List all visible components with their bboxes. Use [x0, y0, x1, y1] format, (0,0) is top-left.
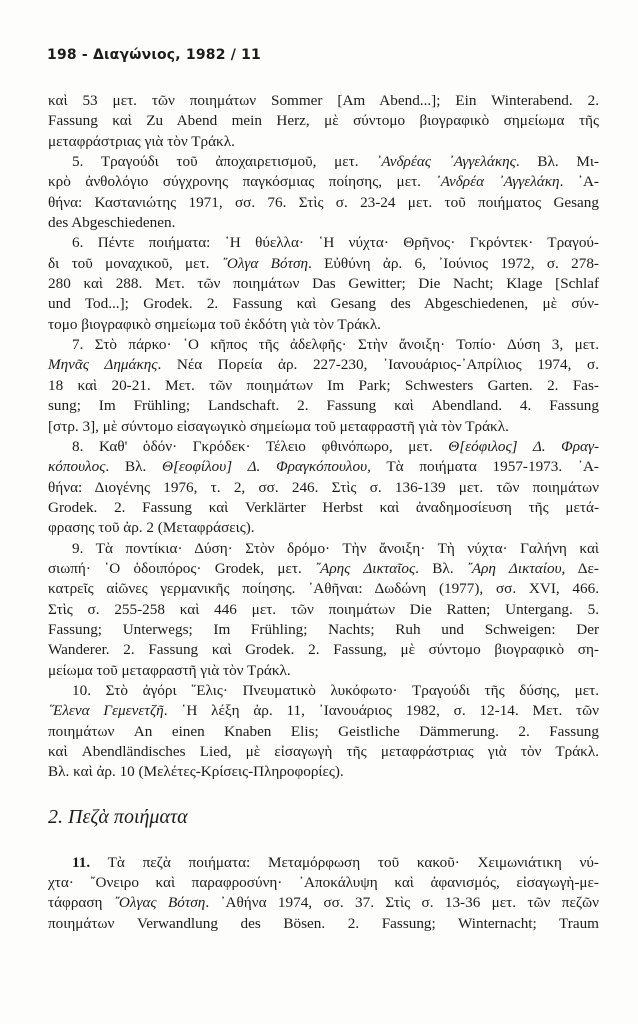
text-line: [48, 478, 599, 498]
italic-name: Θ[εόφιλος] Δ. Φραγ-: [448, 437, 600, 455]
text-line: [48, 233, 599, 253]
text-line: [48, 893, 599, 913]
text-run: καὶ 53 μετ. τῶν ποιημάτων Sommer [Am Abend...]; Ein Winterabend. 2.: [48, 92, 599, 109]
text-line: [48, 417, 599, 437]
text-line: [48, 355, 599, 375]
text-run: τομο βιογραφικὸ σημείωμα τοῦ ἐκδότη γιὰ τὸν Τράκλ.: [48, 315, 381, 333]
text-run: 7. Στὸ πάρκο· ῾Ο κῆπος τῆς ἀδελφῆς· Στὴν ἄνοιξη· Τοπίο· Δύση 3, μετ.: [72, 336, 599, 354]
text-run: μεταφράστριας γιὰ τὸν Τράκλ.: [48, 132, 235, 150]
page-body: [48, 91, 599, 934]
section-heading: 2. Πεζὰ ποιήματα: [48, 805, 188, 828]
bibliography-entry: [48, 437, 599, 539]
text-run: ποιημάτων An einen Knaben Elis; Geistliche Dämmerung. 2. Fassung: [48, 722, 599, 740]
text-run: Fassung; Unterwegs; Im Frühling; Nachts; Ruh und Schweigen: Der: [48, 620, 599, 638]
text-run: . ᾿Αθήνα 1974, σσ. 37. Στὶς σ. 13-36 μετ. τῶν πεζῶν: [205, 894, 599, 912]
text-run: χτα· ῎Ονειρο καὶ παραφροσύνη· ᾿Αποκάλυψη καὶ ἀφανισμός, εἰσαγωγὴ-με-: [48, 874, 599, 892]
text-line: [48, 742, 599, 762]
text-run: . Βλ.: [105, 458, 162, 476]
text-run: Fassung καὶ Zu Abend mein Herz, μὲ σύντομο βιογραφικὸ σημείωμα τῆς: [48, 112, 599, 130]
text-run: Τὰ πεζὰ ποιήματα: Μεταμόρφωση τοῦ κακοῦ· Χειμωνιάτικη νύ-: [90, 853, 599, 871]
text-line: [48, 762, 599, 782]
italic-name: ῞Ελενα Γεμενετζῆ: [48, 702, 164, 720]
text-line: [48, 853, 599, 873]
bibliography-entry: [48, 233, 599, 335]
text-line: [48, 193, 599, 213]
text-run: φρασης τοῦ ἀρ. 2 (Μεταφράσεις).: [48, 519, 255, 537]
text-run: δι τοῦ μοναχικοῦ, μετ.: [48, 254, 222, 272]
text-run: θήνα: Διογένης 1976, τ. 2, σσ. 246. Στὶς σ. 136-139 μετ. τῶν ποιημάτων: [48, 478, 599, 496]
text-run: 6. Πέντε ποιήματα: ῾Η θύελλα· ῾Η νύχτα· Θρῆνος· Γκρόντεκ· Τραγού-: [72, 234, 599, 252]
entry-number: 11.: [72, 853, 91, 871]
text-line: [48, 294, 599, 314]
text-run: Δε-: [565, 559, 599, 577]
text-run: 280 καὶ 288. Μετ. τῶν ποιημάτων Das Gewitter; Die Nacht; Klage [Schlaf: [48, 275, 599, 293]
italic-name: ῎Αρη Δικταίου,: [466, 559, 566, 577]
text-run: . Βλ.: [415, 559, 467, 577]
text-line: [48, 600, 599, 620]
bibliography-entry: [48, 335, 599, 437]
text-line: [48, 152, 599, 172]
italic-name: ᾿Ανδρέας ᾿Αγγελάκης: [376, 153, 516, 171]
text-line: [48, 518, 599, 538]
text-run: 18 καὶ 20-21. Μετ. τῶν ποιημάτων Im Park; Schwesters Garten. 2. Fas-: [48, 376, 599, 394]
text-run: Wanderer. 2. Fassung καὶ Grodek. 2. Fassung, μὲ σύντομο βιογραφικὸ ση-: [48, 641, 599, 659]
text-run: 9. Τὰ ποντίκια· Δύση· Στὸν δρόμο· Τὴν ἄνοιξη· Τὴ νύχτα· Γαλήνη καὶ: [72, 539, 599, 557]
text-line: [48, 172, 599, 192]
section-verse-translations: [48, 91, 599, 783]
text-run: κρὸ ἀνθολόγιο σύγχρονης παγκόσμιας ποίησης, μετ.: [48, 173, 436, 191]
text-run: σιωπή· ῾Ο ὁδοιπόρος· Grodek, μετ.: [48, 559, 316, 577]
text-line: [48, 335, 599, 355]
text-run: μείωμα τοῦ μεταφραστῆ γιὰ τὸν Τράκλ.: [48, 661, 291, 679]
text-line: [48, 254, 599, 274]
text-line: [48, 620, 599, 640]
text-line: [48, 376, 599, 396]
italic-name: ῎Ολγα Βότση: [221, 254, 309, 272]
text-run: Grodek. 2. Fassung καὶ Verklärter Herbst καὶ ἀναδημοσίευση τῆς μετά-: [48, 498, 599, 516]
italic-name: ῎Αρης Δικταῖος: [315, 559, 416, 577]
text-line: [48, 681, 599, 701]
text-run: . ᾿Α-: [559, 173, 599, 191]
text-line: [48, 315, 599, 335]
bibliography-entry: [48, 539, 599, 681]
italic-name: ῎Ολγας Βότση: [113, 894, 206, 912]
text-run: des Abgeschiedenen.: [48, 214, 176, 232]
text-run: Βλ. καὶ ἀρ. 10 (Μελέτες-Κρίσεις-Πληροφορίες).: [48, 763, 344, 781]
text-line: [48, 914, 599, 934]
text-line: [48, 132, 599, 152]
text-line: [48, 274, 599, 294]
running-head: 198 - Διαγώνιος, 1982 / 11: [47, 47, 262, 63]
text-run: sung; Im Frühling; Landschaft. 2. Fassung καὶ Abendland. 4. Fassung: [48, 397, 599, 415]
text-line: [48, 539, 599, 559]
bibliography-entry: [48, 152, 599, 233]
text-run: ποιημάτων Verwandlung des Bösen. 2. Fassung; Winternacht; Traum: [48, 914, 599, 932]
bibliography-entry: [48, 681, 599, 783]
text-line: [48, 437, 599, 457]
text-run: κατρεῖς αἰῶνες γερμανικῆς ποίησης. ᾿Αθῆναι: Δωδώνη (1977), σσ. XVI, 466.: [48, 580, 599, 598]
text-line: [48, 559, 599, 579]
bibliography-entry: [48, 853, 599, 934]
italic-name: κόπουλος: [48, 458, 106, 476]
text-run: Τὰ ποιήματα 1957-1973. ᾿Α-: [370, 458, 599, 476]
text-run: 8. Καθ' ὁδόν· Γκρόδεκ· Τέλειο φθινόπωρο, μετ.: [72, 437, 449, 455]
text-run: . Βλ. Μι-: [515, 153, 599, 171]
text-line: [48, 457, 599, 477]
italic-name: ᾿Ανδρέα ᾿Αγγελάκη: [435, 173, 560, 191]
section-prose-poems: [48, 853, 599, 934]
text-run: θήνα: Καστανιώτης 1971, σσ. 76. Στὶς σ. 23-24 μετ. τοῦ ποιήματος Gesang: [48, 193, 599, 211]
text-run: τάφραση: [48, 894, 114, 912]
bibliography-entry: [48, 91, 599, 152]
text-line: [48, 640, 599, 660]
text-line: [48, 873, 599, 893]
italic-name: Θ[εοφίλου] Δ. Φραγκόπουλου,: [162, 458, 371, 476]
text-line: [48, 91, 599, 111]
text-run: . Εὐθύνη ἀρ. 6, ᾿Ιούνιος 1972, σ. 278-: [308, 254, 599, 272]
text-run: . ῾Η λέξη ἀρ. 11, ᾿Ιανουάριος 1982, σ. 12-14. Μετ. τῶν: [163, 702, 599, 720]
text-line: [48, 111, 599, 131]
text-run: Στὶς σ. 255-258 καὶ 446 μετ. τῶν ποιημάτων Die Ratten; Untergang. 5.: [48, 600, 599, 618]
text-run: 10. Στὸ ἀγόρι ῞Ελις· Πνευματικὸ λυκόφωτο· Τραγούδι τῆς δύσης, μετ.: [72, 681, 599, 699]
text-run: 5. Τραγούδι τοῦ ἀποχαιρετισμοῦ, μετ.: [72, 153, 377, 171]
text-line: [48, 661, 599, 681]
text-line: [48, 579, 599, 599]
text-line: [48, 396, 599, 416]
text-line: [48, 498, 599, 518]
text-line: [48, 213, 599, 233]
text-run: und Tod...]; Grodek. 2. Fassung καὶ Gesang des Abgeschiedenen, μὲ σύν-: [48, 295, 599, 313]
text-run: καὶ Abendländisches Lied, μὲ εἰσαγωγὴ τῆς μεταφράστριας γιὰ τὸν Τράκλ.: [48, 743, 599, 760]
text-run: [στρ. 3], μὲ σύντομο εἰσαγωγικὸ σημείωμα τοῦ μεταφραστῆ γιὰ τὸν Τράκλ.: [48, 417, 509, 435]
text-line: [48, 701, 599, 721]
text-run: . Νέα Πορεία ἀρ. 227-230, ᾿Ιανουάριος-᾿Απρίλιος 1974, σ.: [157, 356, 599, 374]
italic-name: Μηνᾶς Δημάκης: [48, 356, 158, 374]
text-line: [48, 722, 599, 742]
